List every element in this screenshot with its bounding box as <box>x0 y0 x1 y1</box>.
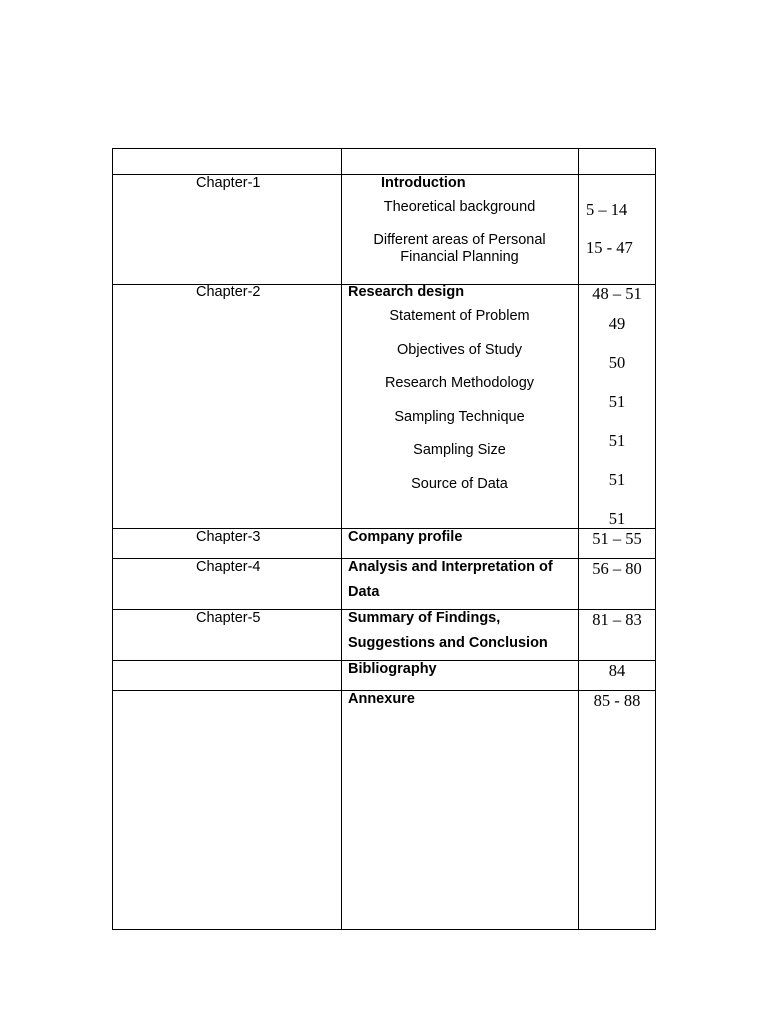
chapter-title: Summary of Findings, <box>348 610 501 626</box>
page-number: 84 <box>608 661 626 680</box>
page-number: 48 – 51 <box>592 284 642 303</box>
annexure-title: Annexure <box>348 691 415 707</box>
table-border-left <box>112 148 113 930</box>
chapter-title: Research design <box>348 284 465 300</box>
table-of-contents <box>112 148 656 930</box>
chapter-label: Chapter-5 <box>196 610 261 626</box>
page-number: 51 <box>608 470 626 489</box>
page-number: 85 - 88 <box>593 691 641 710</box>
page-number: 51 <box>608 509 626 528</box>
page-number: 5 – 14 <box>586 200 628 219</box>
chapter-title: Company profile <box>348 529 463 545</box>
chapter-title: Data <box>348 584 380 600</box>
chapter-title: Introduction <box>381 175 466 191</box>
chapter-label: Chapter-3 <box>196 529 261 545</box>
page-number: 56 – 80 <box>592 559 642 578</box>
chapter-label: Chapter-1 <box>196 175 261 191</box>
chapter-label: Chapter-2 <box>196 284 261 300</box>
section-title: Different areas of Personal <box>373 232 546 248</box>
page-number: 50 <box>608 353 626 372</box>
section-title: Sampling Size <box>413 442 506 458</box>
section-title: Statement of Problem <box>389 308 530 324</box>
chapter-label: Chapter-4 <box>196 559 261 575</box>
page-number: 51 <box>608 431 626 450</box>
page-number: 49 <box>608 314 626 333</box>
chapter-title: Analysis and Interpretation of <box>348 559 553 575</box>
section-title: Theoretical background <box>383 199 536 215</box>
bibliography-title: Bibliography <box>348 661 437 677</box>
section-title: Sampling Technique <box>394 409 525 425</box>
page-number: 51 <box>608 392 626 411</box>
section-title: Source of Data <box>411 476 508 492</box>
page-number: 15 - 47 <box>586 238 633 257</box>
table-border-top <box>112 148 656 149</box>
table-border-bottom <box>112 929 656 930</box>
section-title: Financial Planning <box>400 249 519 265</box>
page-number: 51 – 55 <box>592 529 642 548</box>
section-title: Objectives of Study <box>397 342 522 358</box>
section-title: Research Methodology <box>384 375 535 391</box>
page-number: 81 – 83 <box>592 610 642 629</box>
chapter-title: Suggestions and Conclusion <box>348 635 548 651</box>
